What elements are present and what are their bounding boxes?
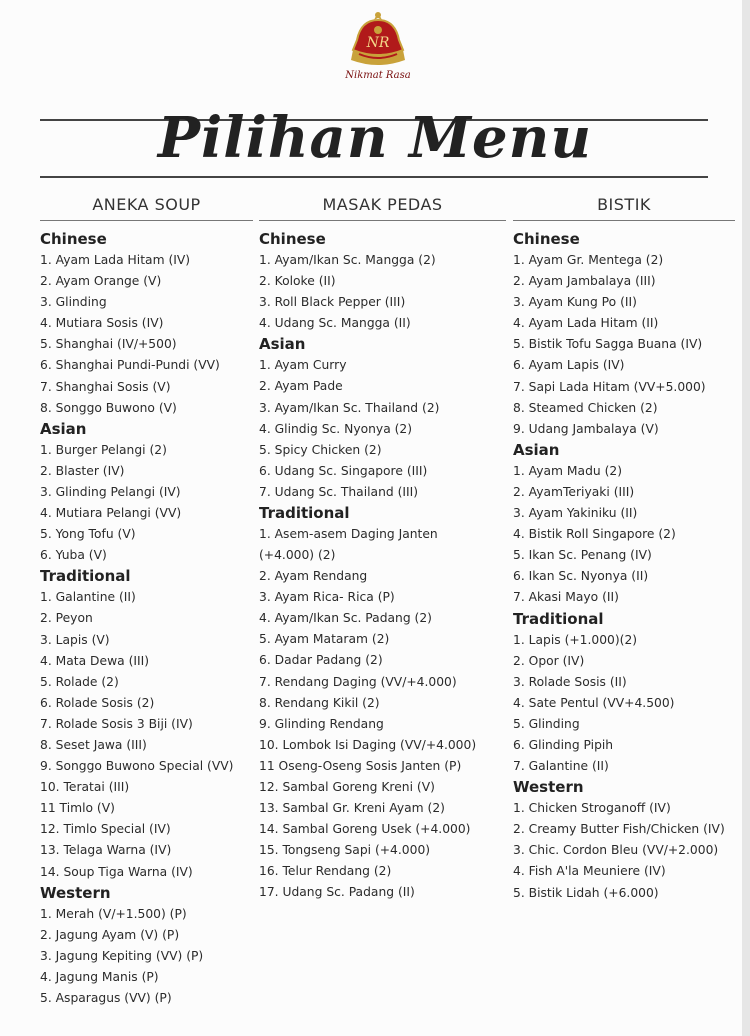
- menu-item: 5. Bistik Tofu Sagga Buana (IV): [513, 337, 703, 352]
- menu-item: 3. Roll Black Pepper (III): [259, 295, 406, 310]
- menu-item: 1. Asem-asem Daging Janten (+4.000) (2): [259, 527, 438, 563]
- menu-item: 9. Songgo Buwono Special (VV): [40, 759, 234, 774]
- column-heading: BISTIK: [513, 195, 735, 221]
- section-heading: Traditional: [513, 609, 604, 628]
- menu-item: 13. Sambal Gr. Kreni Ayam (2): [259, 801, 445, 816]
- menu-item: 3. Ayam Yakiniku (II): [513, 506, 638, 521]
- menu-item: 4. Fish A'la Meuniere (IV): [513, 864, 666, 879]
- menu-item: 4. Udang Sc. Mangga (II): [259, 316, 411, 331]
- menu-item: 6. Shanghai Pundi-Pundi (VV): [40, 358, 220, 373]
- menu-item: 4. Glindig Sc. Nyonya (2): [259, 421, 413, 436]
- menu-item: 4. Sate Pentul (VV+4.500): [513, 695, 675, 710]
- section-heading: Western: [513, 778, 584, 797]
- menu-item: 2. AyamTeriyaki (III): [513, 484, 635, 499]
- menu-item: 6. Glinding Pipih: [513, 737, 614, 752]
- section-heading: Chinese: [513, 230, 580, 248]
- menu-item: 8. Songgo Buwono (V): [40, 400, 177, 415]
- menu-item: 6. Ikan Sc. Nyonya (II): [513, 569, 649, 584]
- menu-item: 5. Ayam Mataram (2): [259, 632, 390, 647]
- menu-item: 2. Blaster (IV): [40, 463, 125, 478]
- menu-item: 4. Jagung Manis (P): [40, 969, 159, 984]
- menu-item: 7. Shanghai Sosis (V): [40, 379, 171, 394]
- menu-item: 1. Merah (V/+1.500) (P): [40, 906, 187, 921]
- menu-item: 14. Soup Tiga Warna (IV): [40, 864, 193, 879]
- column-bistik: [513, 195, 735, 904]
- menu-item: 5. Shanghai (IV/+500): [40, 337, 177, 352]
- menu-item: 4. Mutiara Sosis (IV): [40, 316, 164, 331]
- page-title: Pilihan Menu: [157, 105, 593, 171]
- menu-item: 5. Asparagus (VV) (P): [40, 991, 172, 1005]
- menu-item: 4. Mutiara Pelangi (VV): [40, 506, 182, 521]
- menu-item: 12. Sambal Goreng Kreni (V): [259, 779, 435, 794]
- menu-item: 10. Teratai (III): [40, 780, 130, 795]
- section-heading: Traditional: [40, 567, 131, 586]
- menu-item: 6. Rolade Sosis (2): [40, 695, 155, 710]
- menu-item: 4. Bistik Roll Singapore (2): [513, 527, 676, 542]
- menu-item: 6. Yuba (V): [40, 548, 107, 563]
- menu-item: 15. Tongseng Sapi (+4.000): [259, 843, 431, 858]
- menu-item: 2. Ayam Rendang: [259, 569, 368, 584]
- menu-item: 1. Burger Pelangi (2): [40, 442, 167, 457]
- section-heading: Asian: [40, 419, 87, 438]
- menu-item: 11 Oseng-Oseng Sosis Janten (P): [259, 758, 462, 773]
- column-heading: ANEKA SOUP: [40, 195, 253, 221]
- menu-item: 4. Ayam/Ikan Sc. Padang (2): [259, 611, 432, 626]
- menu-item: 17. Udang Sc. Padang (II): [259, 885, 415, 900]
- page-edge: [742, 0, 750, 1036]
- menu-item: 2. Koloke (II): [259, 274, 336, 289]
- menu-item: 3. Chic. Cordon Bleu (VV/+2.000): [513, 843, 719, 858]
- menu-item: 9. Glinding Rendang: [259, 716, 384, 731]
- menu-item: 8. Steamed Chicken (2): [513, 400, 658, 415]
- menu-item: 1. Ayam/Ikan Sc. Mangga (2): [259, 253, 436, 267]
- menu-item: 4. Mata Dewa (III): [40, 653, 150, 668]
- section-heading: Asian: [513, 440, 560, 459]
- menu-item: 7. Galantine (II): [513, 759, 609, 774]
- menu-item: 1. Ayam Gr. Mentega (2): [513, 253, 664, 267]
- menu-item: 5. Rolade (2): [40, 674, 119, 689]
- menu-item: 11 Timlo (V): [40, 801, 115, 816]
- menu-item: 8. Seset Jawa (III): [40, 737, 147, 752]
- menu-item: 6. Ayam Lapis (IV): [513, 358, 625, 373]
- menu-item: 5. Ikan Sc. Penang (IV): [513, 548, 652, 563]
- menu-item: 7. Akasi Mayo (II): [513, 590, 619, 605]
- menu-item: 13. Telaga Warna (IV): [40, 843, 172, 858]
- section-heading: Traditional: [259, 504, 350, 523]
- menu-item: 1. Ayam Madu (2): [513, 463, 622, 478]
- menu-item: 10. Lombok Isi Daging (VV/+4.000): [259, 737, 477, 752]
- menu-item: 6. Dadar Padang (2): [259, 653, 383, 668]
- menu-item: 6. Udang Sc. Singapore (III): [259, 463, 428, 478]
- column-masak-pedas: [259, 195, 506, 904]
- brand-logo: [335, 10, 421, 95]
- menu-item: 2. Ayam Orange (V): [40, 274, 162, 289]
- section-heading: Asian: [259, 335, 306, 354]
- svg-text:NR: NR: [366, 35, 390, 51]
- menu-item: 2. Jagung Ayam (V) (P): [40, 927, 180, 942]
- menu-item: 3. Jagung Kepiting (VV) (P): [40, 948, 204, 963]
- menu-item: 2. Ayam Jambalaya (III): [513, 274, 656, 289]
- crown-emblem-icon: [347, 10, 409, 72]
- menu-item: 4. Ayam Lada Hitam (II): [513, 316, 659, 331]
- menu-item: 2. Creamy Butter Fish/Chicken (IV): [513, 822, 725, 837]
- menu-item: 2. Opor (IV): [513, 653, 585, 668]
- menu-item: 1. Ayam Lada Hitam (IV): [40, 253, 191, 267]
- column-heading: MASAK PEDAS: [259, 195, 506, 221]
- menu-item: 2. Peyon: [40, 611, 93, 626]
- menu-item: 3. Ayam Kung Po (II): [513, 295, 637, 310]
- menu-item: 5. Glinding: [513, 716, 580, 731]
- menu-item: 9. Udang Jambalaya (V): [513, 421, 659, 436]
- menu-item: 2. Ayam Pade: [259, 379, 343, 394]
- menu-item: 8. Rendang Kikil (2): [259, 695, 380, 710]
- menu-item: 3. Glinding: [40, 295, 107, 310]
- menu-item: 3. Rolade Sosis (II): [513, 674, 627, 689]
- menu-item: 12. Timlo Special (IV): [40, 822, 171, 837]
- menu-item: 1. Lapis (+1.000)(2): [513, 632, 638, 647]
- menu-item: 1. Ayam Curry: [259, 358, 347, 373]
- menu-item: 14. Sambal Goreng Usek (+4.000): [259, 822, 471, 837]
- divider-bottom: [40, 176, 708, 178]
- section-heading: Western: [40, 883, 111, 902]
- menu-item: 5. Spicy Chicken (2): [259, 442, 382, 457]
- section-heading: Chinese: [40, 230, 107, 248]
- menu-item: 3. Glinding Pelangi (IV): [40, 484, 181, 499]
- menu-item: 5. Yong Tofu (V): [40, 527, 136, 542]
- menu-item: 5. Bistik Lidah (+6.000): [513, 885, 659, 900]
- brand-name: Nikmat Rasa: [345, 70, 411, 81]
- column-aneka-soup: [40, 195, 253, 1009]
- menu-item: 3. Lapis (V): [40, 632, 110, 647]
- menu-item: 1. Galantine (II): [40, 590, 136, 605]
- menu-item: 7. Sapi Lada Hitam (VV+5.000): [513, 379, 706, 394]
- menu-item: 3. Ayam Rica- Rica (P): [259, 590, 395, 605]
- section-heading: Chinese: [259, 230, 326, 248]
- menu-item: 1. Chicken Stroganoff (IV): [513, 801, 671, 816]
- menu-item: 7. Rendang Daging (VV/+4.000): [259, 674, 457, 689]
- menu-item: 7. Rolade Sosis 3 Biji (IV): [40, 716, 193, 731]
- menu-item: 7. Udang Sc. Thailand (III): [259, 484, 419, 499]
- menu-item: 16. Telur Rendang (2): [259, 864, 392, 879]
- menu-item: 3. Ayam/Ikan Sc. Thailand (2): [259, 400, 440, 415]
